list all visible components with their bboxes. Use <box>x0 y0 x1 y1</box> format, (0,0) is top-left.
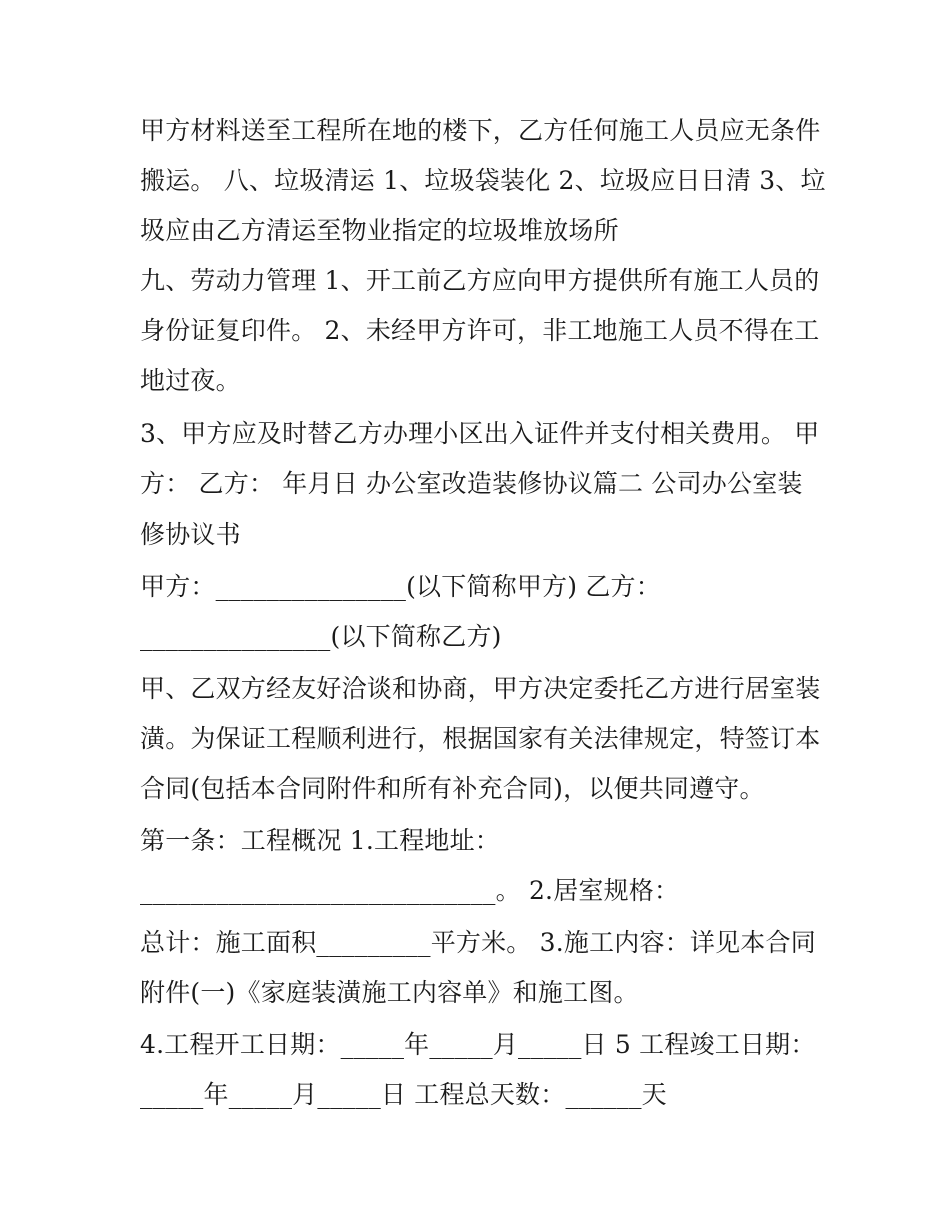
text-line: 九、劳动力管理 1、开工前乙方应向甲方提供所有施工人员的 <box>140 266 820 295</box>
text-line: 方： 乙方： 年月日 办公室改造装修协议篇二 公司办公室装 <box>140 469 803 498</box>
text-line: ____________________________。 2.居室规格： <box>140 876 680 905</box>
text-line: 甲、乙双方经友好洽谈和协商，甲方决定委托乙方进行居室装 <box>140 674 821 703</box>
text-line: _____年_____月_____日 工程总天数：______天 <box>140 1080 667 1109</box>
text-line: 总计：施工面积_________平方米。 3.施工内容：详见本合同 <box>140 928 816 957</box>
text-line: _______________(以下简称乙方) <box>140 622 502 651</box>
text-line: 搬运。 八、垃圾清运 1、垃圾袋装化 2、垃圾应日日清 3、垃 <box>140 166 826 195</box>
text-line: 附件(一)《家庭装潢施工内容单》和施工图。 <box>140 978 639 1007</box>
text-line: 合同(包括本合同附件和所有补充合同)，以便共同遵守。 <box>140 774 765 803</box>
text-line: 3、甲方应及时替乙方办理小区出入证件并支付相关费用。 甲 <box>140 419 820 448</box>
text-line: 圾应由乙方清运至物业指定的垃圾堆放场所 <box>140 216 619 245</box>
text-line: 甲方材料送至工程所在地的楼下，乙方任何施工人员应无条件 <box>140 116 821 145</box>
text-line: 4.工程开工日期：_____年_____月_____日 5 工程竣工日期： <box>140 1030 816 1059</box>
text-line: 甲方：_______________(以下简称甲方) 乙方： <box>140 572 661 601</box>
text-line: 身份证复印件。 2、未经甲方许可，非工地施工人员不得在工 <box>140 316 820 345</box>
text-line: 地过夜。 <box>140 366 241 395</box>
text-line: 潢。为保证工程顺利进行，根据国家有关法律规定，特签订本 <box>140 724 821 753</box>
text-line: 修协议书 <box>140 520 241 549</box>
text-line: 第一条：工程概况 1.工程地址： <box>140 826 501 855</box>
